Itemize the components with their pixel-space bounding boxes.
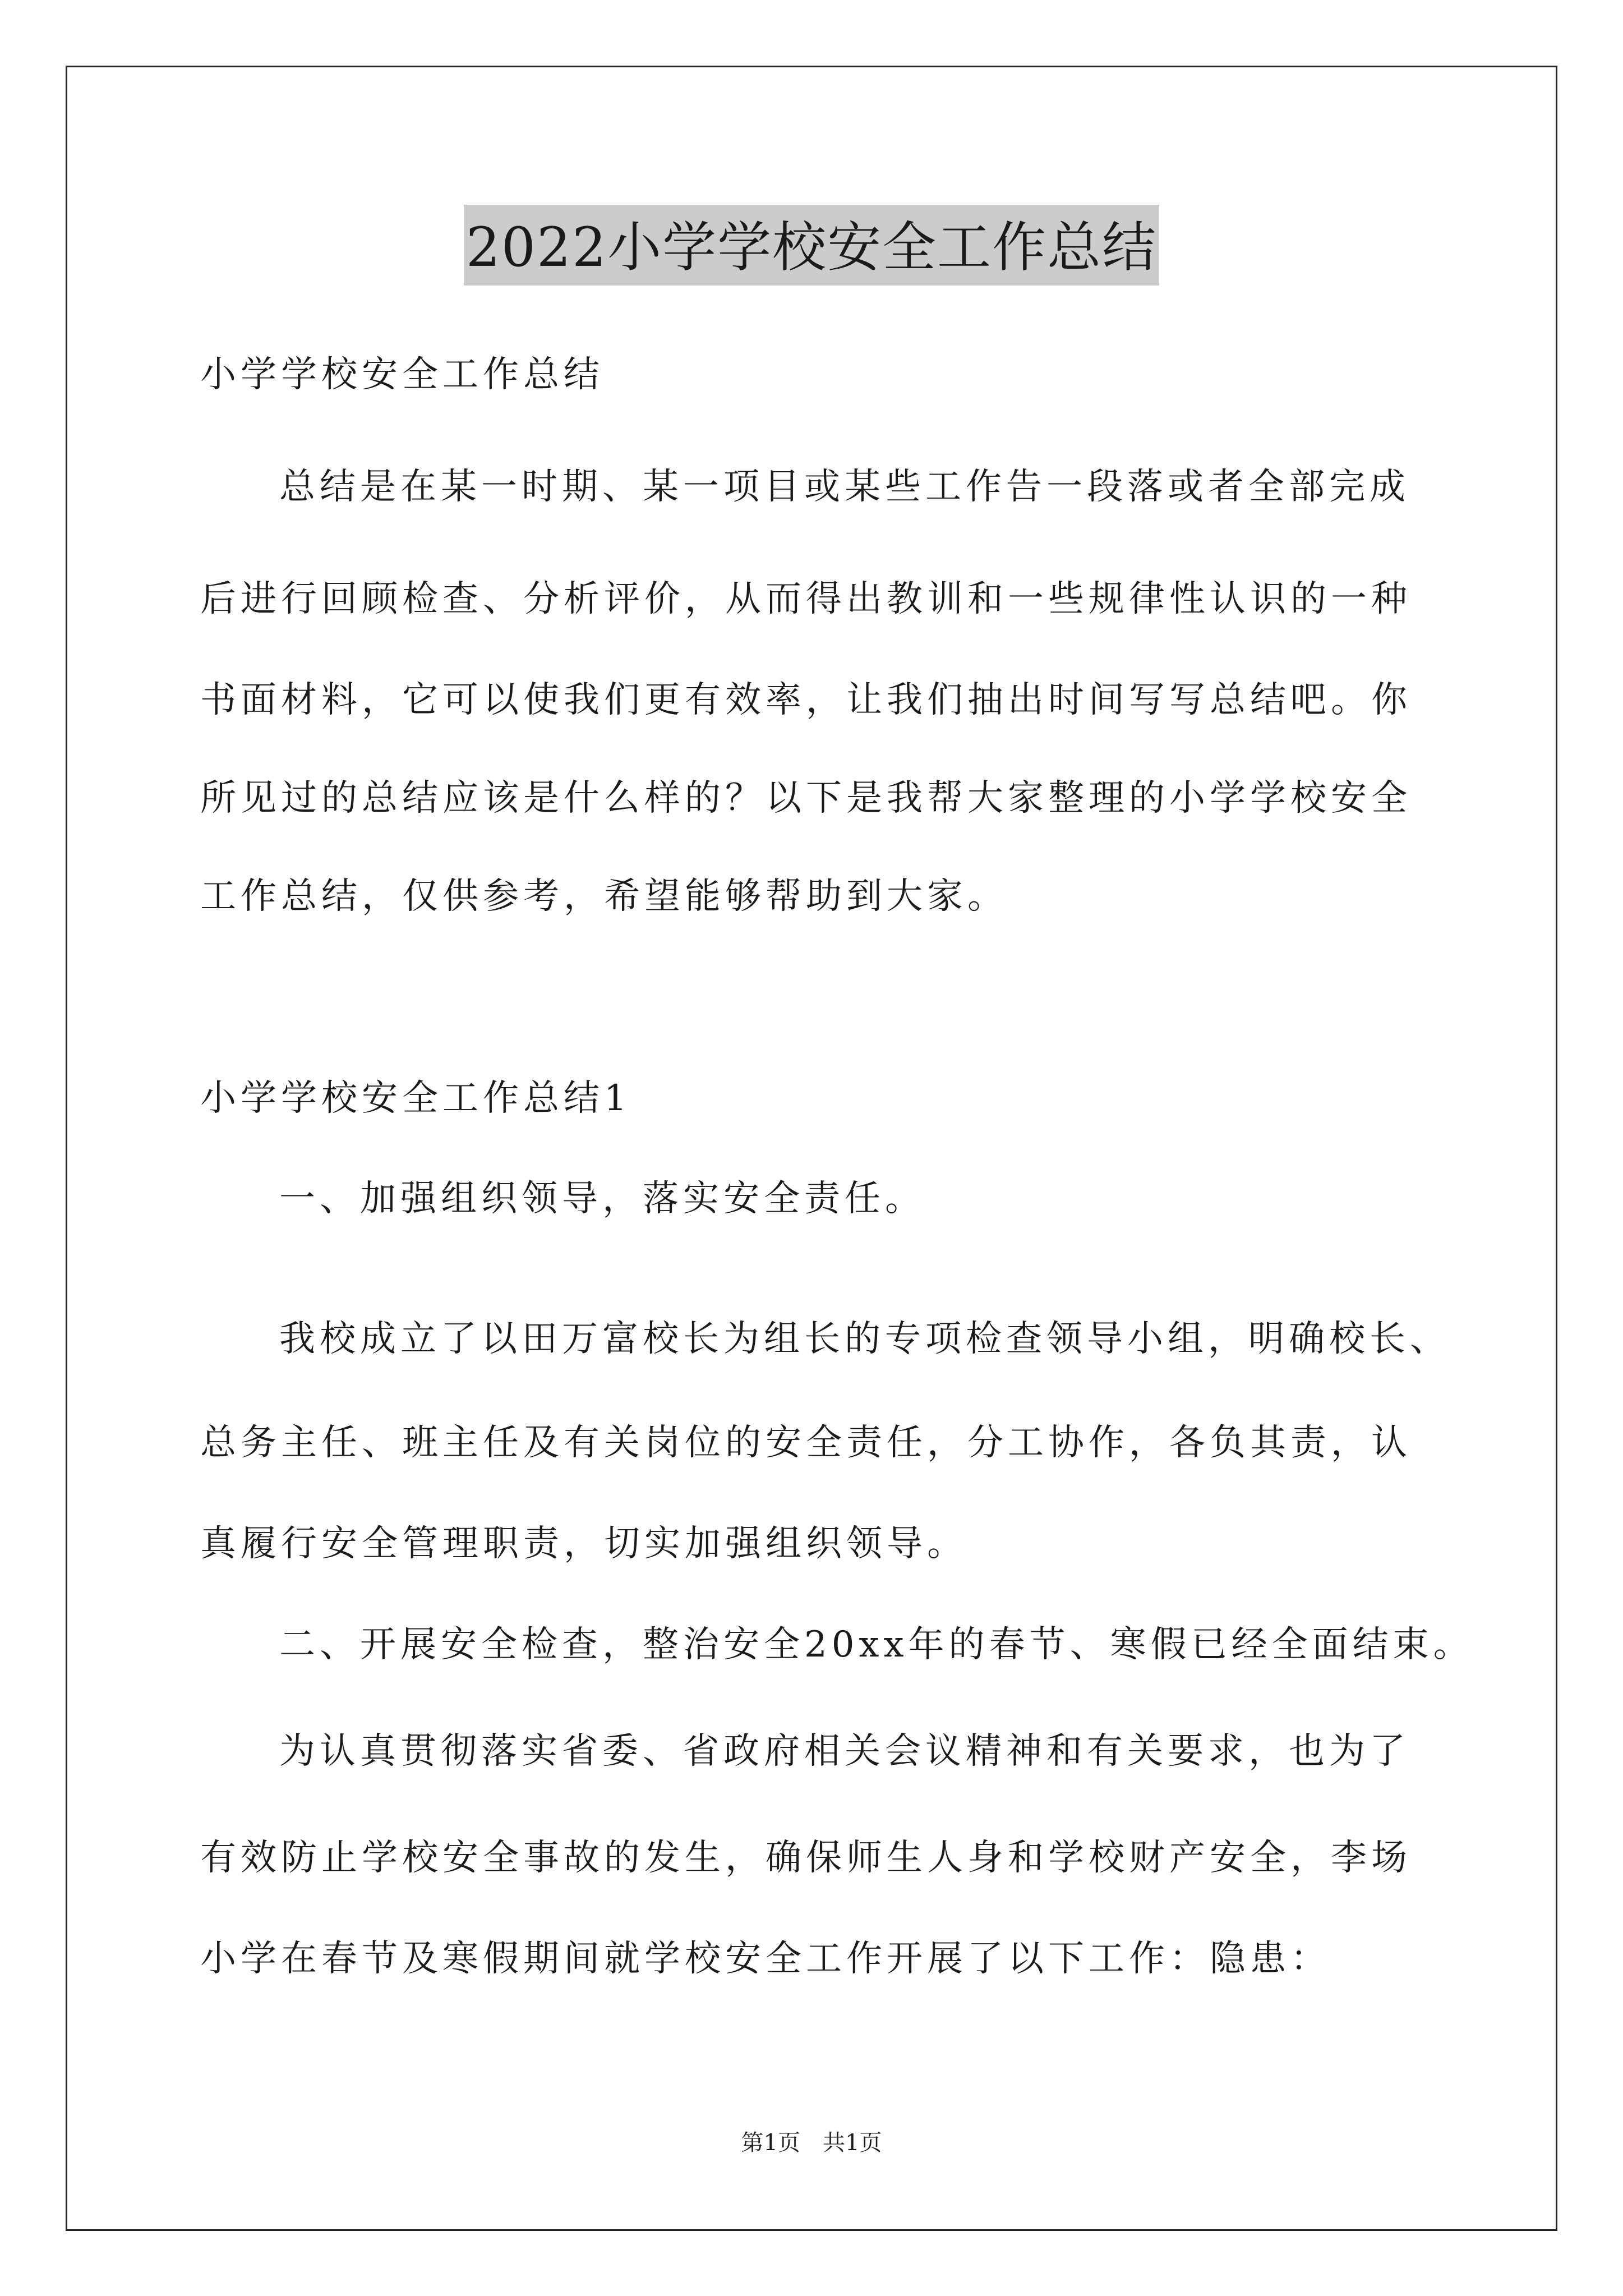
page-footer	[0, 2127, 1623, 2159]
subsection-heading: 二、开展安全检查，整治安全20xx年的春节、寒假已经全面结束。	[279, 1624, 1474, 1665]
section-heading: 小学学校安全工作总结1	[200, 1078, 631, 1119]
document-title: 2022小学学校安全工作总结	[464, 205, 1159, 286]
paragraph-line: 总结是在某一时期、某一项目或某些工作告一段落或者全部完成	[279, 466, 1410, 508]
page-total: 共1页	[823, 2130, 882, 2156]
paragraph-line: 后进行回顾检查、分析评价，从而得出教训和一些规律性认识的一种	[200, 578, 1412, 620]
paragraph-line: 小学在春节及寒假期间就学校安全工作开展了以下工作：隐患：	[200, 1938, 1331, 1980]
paragraph-line: 总务主任、班主任及有关岗位的安全责任，分工协作，各负其责，认	[200, 1422, 1412, 1464]
paragraph-line: 为认真贯彻落实省委、省政府相关会议精神和有关要求，也为了	[279, 1731, 1410, 1772]
paragraph-line: 所见过的总结应该是什么样的？以下是我帮大家整理的小学学校安全	[200, 777, 1412, 819]
paragraph-line: 我校成立了以田万富校长为组长的专项检查领导小组，明确校长、	[279, 1318, 1450, 1360]
page-number: 第1页	[741, 2130, 800, 2156]
paragraph-line: 有效防止学校安全事故的发生，确保师生人身和学校财产安全，李场	[200, 1837, 1412, 1879]
subsection-heading: 一、加强组织领导，落实安全责任。	[279, 1178, 925, 1220]
paragraph-line: 工作总结，仅供参考，希望能够帮助到大家。	[200, 876, 1008, 917]
paragraph-line: 真履行安全管理职责，切实加强组织领导。	[200, 1523, 967, 1565]
title-row	[0, 205, 1623, 286]
paragraph-line: 书面材料，它可以使我们更有效率，让我们抽出时间写写总结吧。你	[200, 679, 1412, 721]
subtitle-line: 小学学校安全工作总结	[200, 354, 604, 395]
